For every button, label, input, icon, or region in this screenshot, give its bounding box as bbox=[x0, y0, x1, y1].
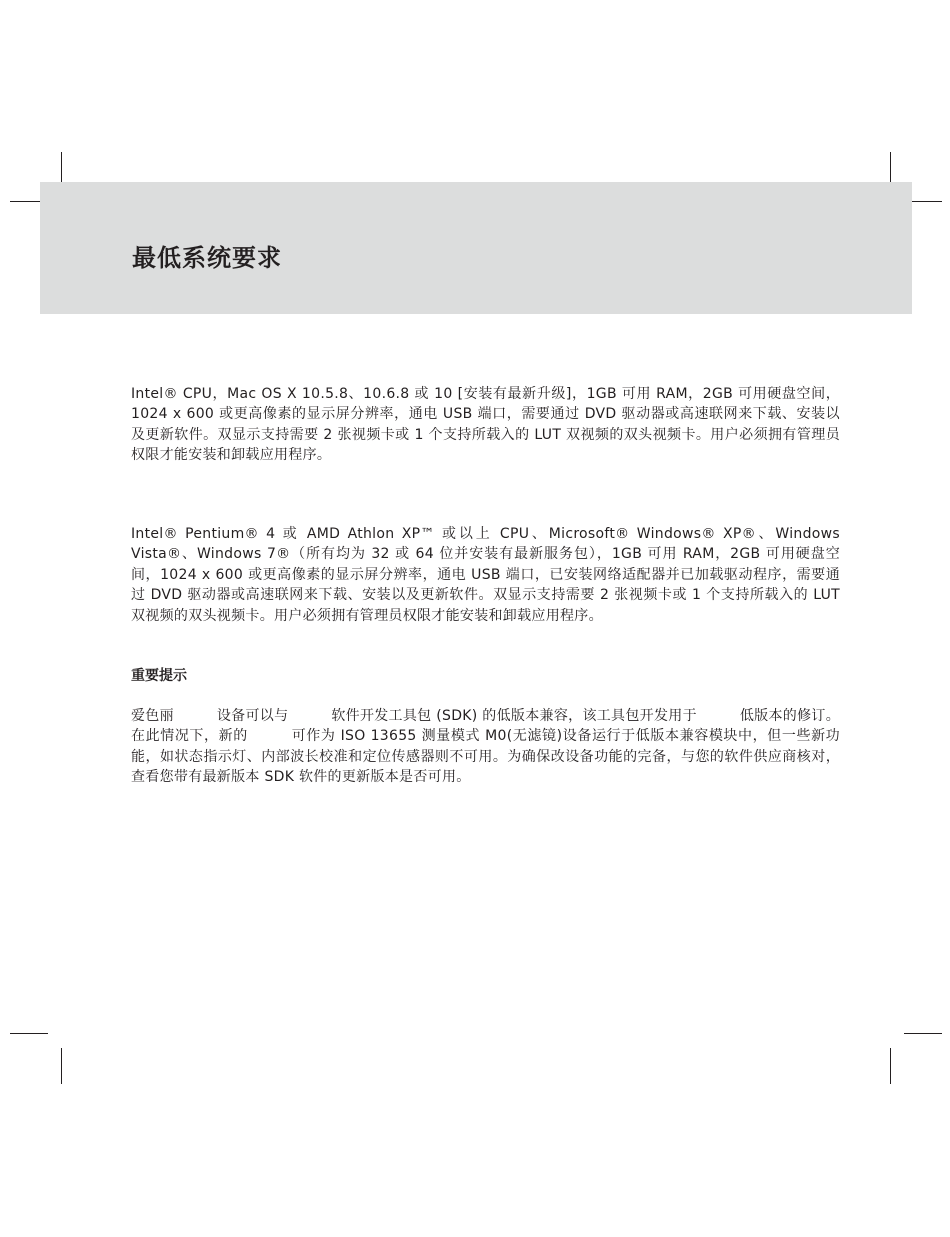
page-title: 最低系统要求 bbox=[132, 244, 282, 272]
crop-mark-bottom-right-vertical bbox=[890, 1048, 891, 1084]
windows-requirements-text: Intel® Pentium® 4 或 AMD Athlon XP™ 或以上 CPU、Microsoft® Windows® XP®、Windows Vista®、Windows 7®（所有均为 32 或 64 位并安装有最新服务包），1GB 可用 RAM，2GB 可用硬盘空间，1024 x 600 或更高像素的显示屏分辨率，通电 USB 端口，已安装网络适配器并已加载驱动程序，需要通过 DVD 驱动器或高速联网来下载、安装以及更新软件。双显示支持需要 2 张视频卡或 1 个支持所载入的 LUT 双视频的双头视频卡。用户必须拥有管理员权限才能安装和卸载应用程序。 bbox=[131, 526, 840, 624]
header-band bbox=[40, 182, 912, 314]
mac-requirements-text: Intel® CPU，Mac OS X 10.5.8、10.6.8 或 10 [安装有最新升级]，1GB 可用 RAM，2GB 可用硬盘空间，1024 x 600 或更高像素的显示屏分辨率，通电 USB 端口，需要通过 DVD 驱动器或高速联网来下载、安装以及更新软件。双显示支持需要 2 张视频卡或 1 个支持所载入的 LUT 双视频的双头视频卡。用户必须拥有管理员权限才能安装和卸载应用程序。 bbox=[131, 386, 840, 464]
crop-mark-bottom-left-vertical bbox=[61, 1048, 62, 1084]
crop-mark-bottom-right-horizontal bbox=[904, 1033, 942, 1034]
important-note-text: 爱色丽 设备可以与 软件开发工具包 (SDK) 的低版本兼容，该工具包开发用于 低版本的修订。在此情况下，新的 可作为 ISO 13655 测量模式 M0(无滤镜)设备运行于低版本兼容模块中，但一些新功能，如状态指示灯、内部波长校准和定位传感器则不可用。为确保改设备功能的完备，与您的软件供应商核对，查看您带有最新版本 SDK 软件的更新版本是否可用。 bbox=[131, 708, 840, 786]
crop-mark-bottom-left-horizontal bbox=[10, 1033, 48, 1034]
important-note-heading: 重要提示 bbox=[131, 668, 187, 684]
